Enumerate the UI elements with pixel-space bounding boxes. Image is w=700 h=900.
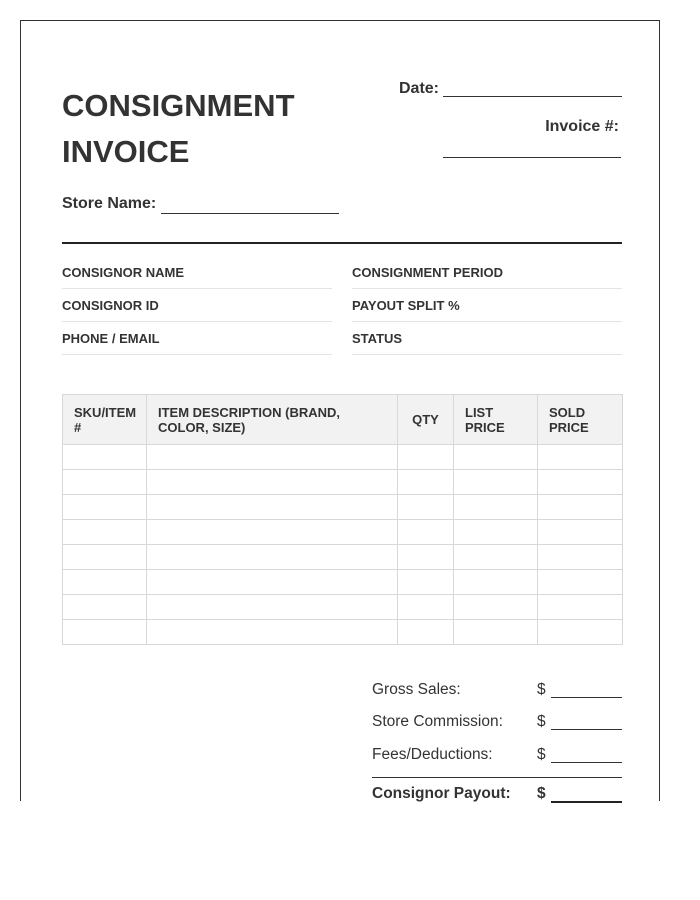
phone-email-field[interactable] <box>62 322 332 355</box>
table-cell[interactable] <box>538 520 623 545</box>
consignor-id-field[interactable] <box>62 289 332 322</box>
table-cell[interactable] <box>147 470 398 495</box>
consignor-payout-label: Consignor Payout: <box>372 785 511 802</box>
table-cell[interactable] <box>63 595 147 620</box>
table-row <box>63 545 623 570</box>
invoice-page <box>20 20 660 801</box>
document-title <box>62 83 342 175</box>
table-cell[interactable] <box>454 495 538 520</box>
table-cell[interactable] <box>63 545 147 570</box>
header-divider <box>62 242 622 244</box>
table-cell[interactable] <box>454 545 538 570</box>
fees-deductions-row[interactable] <box>372 742 622 766</box>
items-table-body <box>63 445 623 645</box>
consignor-payout-row[interactable] <box>372 781 622 805</box>
table-row <box>63 495 623 520</box>
table-cell[interactable] <box>454 470 538 495</box>
gross-sales-label: Gross Sales: <box>372 681 461 698</box>
table-cell[interactable] <box>398 520 454 545</box>
table-cell[interactable] <box>454 620 538 645</box>
totals-divider <box>372 777 622 778</box>
store-name-label: Store Name: <box>62 195 157 212</box>
status-field[interactable] <box>352 322 622 355</box>
table-cell[interactable] <box>63 520 147 545</box>
consignor-id-label: CONSIGNOR ID <box>62 298 159 313</box>
table-cell[interactable] <box>147 495 398 520</box>
fees-deductions-blank-line[interactable] <box>551 762 622 763</box>
table-cell[interactable] <box>538 495 623 520</box>
consignor-name-label: CONSIGNOR NAME <box>62 265 185 280</box>
column-header-sku: SKU/ITEM # <box>63 395 147 445</box>
table-cell[interactable] <box>147 595 398 620</box>
table-cell[interactable] <box>63 495 147 520</box>
consignor-payout-blank-line[interactable] <box>551 801 622 803</box>
table-row <box>63 570 623 595</box>
table-cell[interactable] <box>538 570 623 595</box>
currency-symbol: $ <box>537 746 546 763</box>
table-cell[interactable] <box>63 470 147 495</box>
column-header-sold-price: SOLD PRICE <box>538 395 623 445</box>
store-commission-row[interactable] <box>372 709 622 733</box>
table-cell[interactable] <box>398 570 454 595</box>
table-cell[interactable] <box>398 495 454 520</box>
column-header-description: ITEM DESCRIPTION (BRAND, COLOR, SIZE) <box>147 395 398 445</box>
gross-sales-row[interactable] <box>372 677 622 701</box>
table-cell[interactable] <box>398 595 454 620</box>
table-cell[interactable] <box>147 520 398 545</box>
gross-sales-blank-line[interactable] <box>551 697 622 698</box>
table-cell[interactable] <box>398 620 454 645</box>
table-cell[interactable] <box>147 620 398 645</box>
table-cell[interactable] <box>538 445 623 470</box>
currency-symbol: $ <box>537 713 546 730</box>
table-cell[interactable] <box>454 595 538 620</box>
payout-split-label: PAYOUT SPLIT % <box>352 298 460 313</box>
table-cell[interactable] <box>454 570 538 595</box>
table-cell[interactable] <box>538 470 623 495</box>
table-row <box>63 520 623 545</box>
invoice-number-label: Invoice #: <box>545 118 619 135</box>
currency-symbol: $ <box>537 785 546 802</box>
table-cell[interactable] <box>63 445 147 470</box>
table-cell[interactable] <box>454 445 538 470</box>
table-cell[interactable] <box>398 545 454 570</box>
date-label: Date: <box>399 80 440 97</box>
table-cell[interactable] <box>63 570 147 595</box>
invoice-number-blank-line[interactable] <box>443 157 621 158</box>
table-row <box>63 620 623 645</box>
consignor-name-field[interactable] <box>62 256 332 289</box>
table-cell[interactable] <box>63 620 147 645</box>
table-row <box>63 445 623 470</box>
table-cell[interactable] <box>147 570 398 595</box>
column-header-list-price: LIST PRICE <box>454 395 538 445</box>
table-cell[interactable] <box>147 545 398 570</box>
store-name-blank-line[interactable] <box>161 213 339 214</box>
consignment-period-label: CONSIGNMENT PERIOD <box>352 265 503 280</box>
table-cell[interactable] <box>398 445 454 470</box>
table-cell[interactable] <box>538 620 623 645</box>
payout-split-field[interactable] <box>352 289 622 322</box>
title-line-2: INVOICE <box>62 134 190 169</box>
fees-deductions-label: Fees/Deductions: <box>372 746 493 763</box>
column-header-qty: QTY <box>398 395 454 445</box>
table-cell[interactable] <box>398 470 454 495</box>
table-cell[interactable] <box>538 595 623 620</box>
table-cell[interactable] <box>454 520 538 545</box>
store-commission-blank-line[interactable] <box>551 729 622 730</box>
store-commission-label: Store Commission: <box>372 713 503 730</box>
consignment-period-field[interactable] <box>352 256 622 289</box>
table-cell[interactable] <box>538 545 623 570</box>
phone-email-label: PHONE / EMAIL <box>62 331 160 346</box>
table-row <box>63 470 623 495</box>
status-label: STATUS <box>352 331 403 346</box>
table-cell[interactable] <box>147 445 398 470</box>
items-table <box>62 394 623 645</box>
items-table-header-row <box>63 395 623 445</box>
currency-symbol: $ <box>537 681 546 698</box>
title-line-1: CONSIGNMENT <box>62 88 295 123</box>
table-row <box>63 595 623 620</box>
date-blank-line[interactable] <box>443 96 622 97</box>
